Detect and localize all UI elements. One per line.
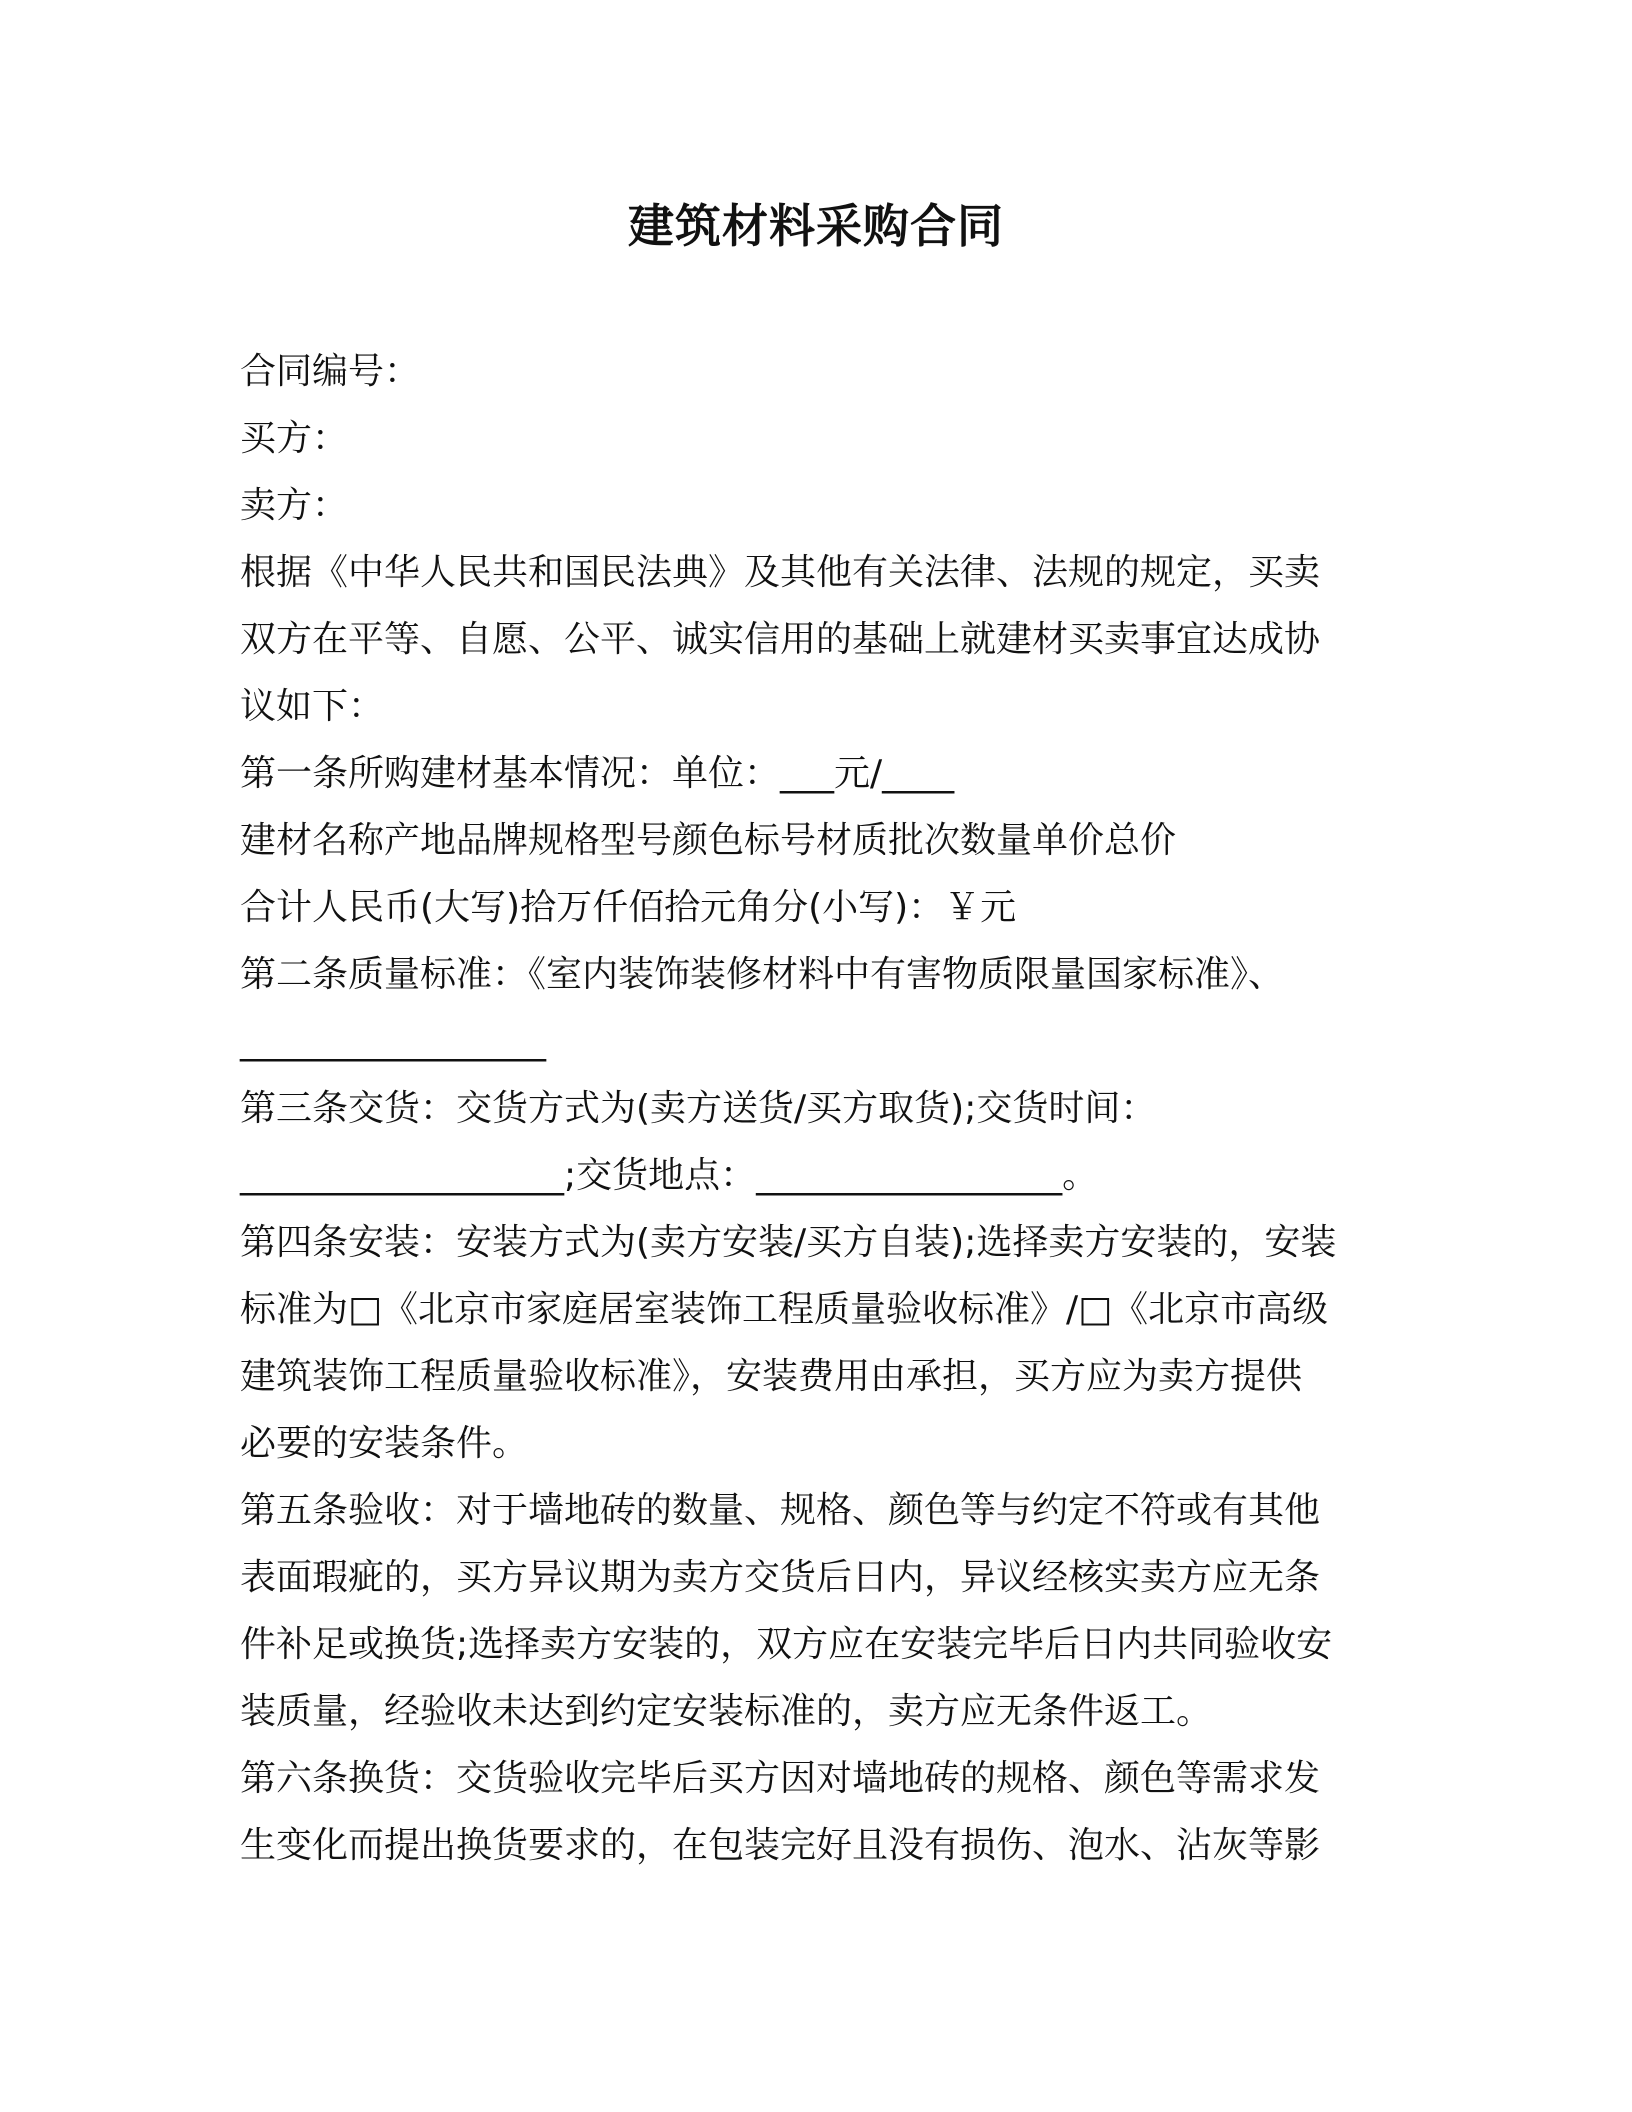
article-5-line-2: 表面瑕疵的，买方异议期为卖方交货后日内，异议经核实卖方应无条 bbox=[240, 1557, 1321, 1598]
article-4-line-2: 标准为□《北京市家庭居室装饰工程质量验收标准》/□《北京市高级 bbox=[240, 1289, 1329, 1330]
contract-number-line: 合同编号： bbox=[240, 351, 421, 392]
article-1-line-3: 合计人民币(大写)拾万仟佰拾元角分(小写)：￥元 bbox=[240, 887, 1017, 928]
article-1-line-1: 第一条所购建材基本情况：单位：___元/____ bbox=[240, 753, 955, 794]
preamble-line-1: 根据《中华人民共和国民法典》及其他有关法律、法规的规定，买卖 bbox=[240, 552, 1321, 593]
article-5-line-4: 装质量，经验收未达到约定安装标准的，卖方应无条件返工。 bbox=[240, 1691, 1213, 1732]
document-body bbox=[240, 338, 1390, 1879]
preamble-line-3: 议如下： bbox=[240, 686, 385, 727]
document-title: 建筑材料采购合同 bbox=[628, 199, 1004, 253]
article-5-line-3: 件补足或换货;选择卖方安装的，双方应在安装完毕后日内共同验收安 bbox=[240, 1624, 1333, 1665]
article-2-line-2: _________________ bbox=[240, 1021, 546, 1062]
seller-line: 卖方： bbox=[240, 485, 349, 526]
article-4-line-4: 必要的安装条件。 bbox=[240, 1423, 529, 1464]
article-6-line-1: 第六条换货：交货验收完毕后买方因对墙地砖的规格、颜色等需求发 bbox=[240, 1758, 1321, 1799]
article-6-line-2: 生变化而提出换货要求的，在包装完好且没有损伤、泡水、沾灰等影 bbox=[240, 1825, 1321, 1866]
article-5-line-1: 第五条验收：对于墙地砖的数量、规格、颜色等与约定不符或有其他 bbox=[240, 1490, 1321, 1531]
article-1-line-2: 建材名称产地品牌规格型号颜色标号材质批次数量单价总价 bbox=[240, 820, 1177, 861]
article-4-line-3: 建筑装饰工程质量验收标准》，安装费用由承担，买方应为卖方提供 bbox=[240, 1356, 1303, 1397]
article-2-line-1: 第二条质量标准：《室内装饰装修材料中有害物质限量国家标准》、 bbox=[240, 954, 1285, 995]
article-3-line-1: 第三条交货：交货方式为(卖方送货/买方取货);交货时间： bbox=[240, 1088, 1157, 1129]
buyer-line: 买方： bbox=[240, 418, 349, 459]
preamble-line-2: 双方在平等、自愿、公平、诚实信用的基础上就建材买卖事宜达成协 bbox=[240, 619, 1321, 660]
article-3-line-2: __________________;交货地点：_________________。 bbox=[240, 1155, 1099, 1196]
article-4-line-1: 第四条安装：安装方式为(卖方安装/买方自装);选择卖方安装的，安装 bbox=[240, 1222, 1337, 1263]
